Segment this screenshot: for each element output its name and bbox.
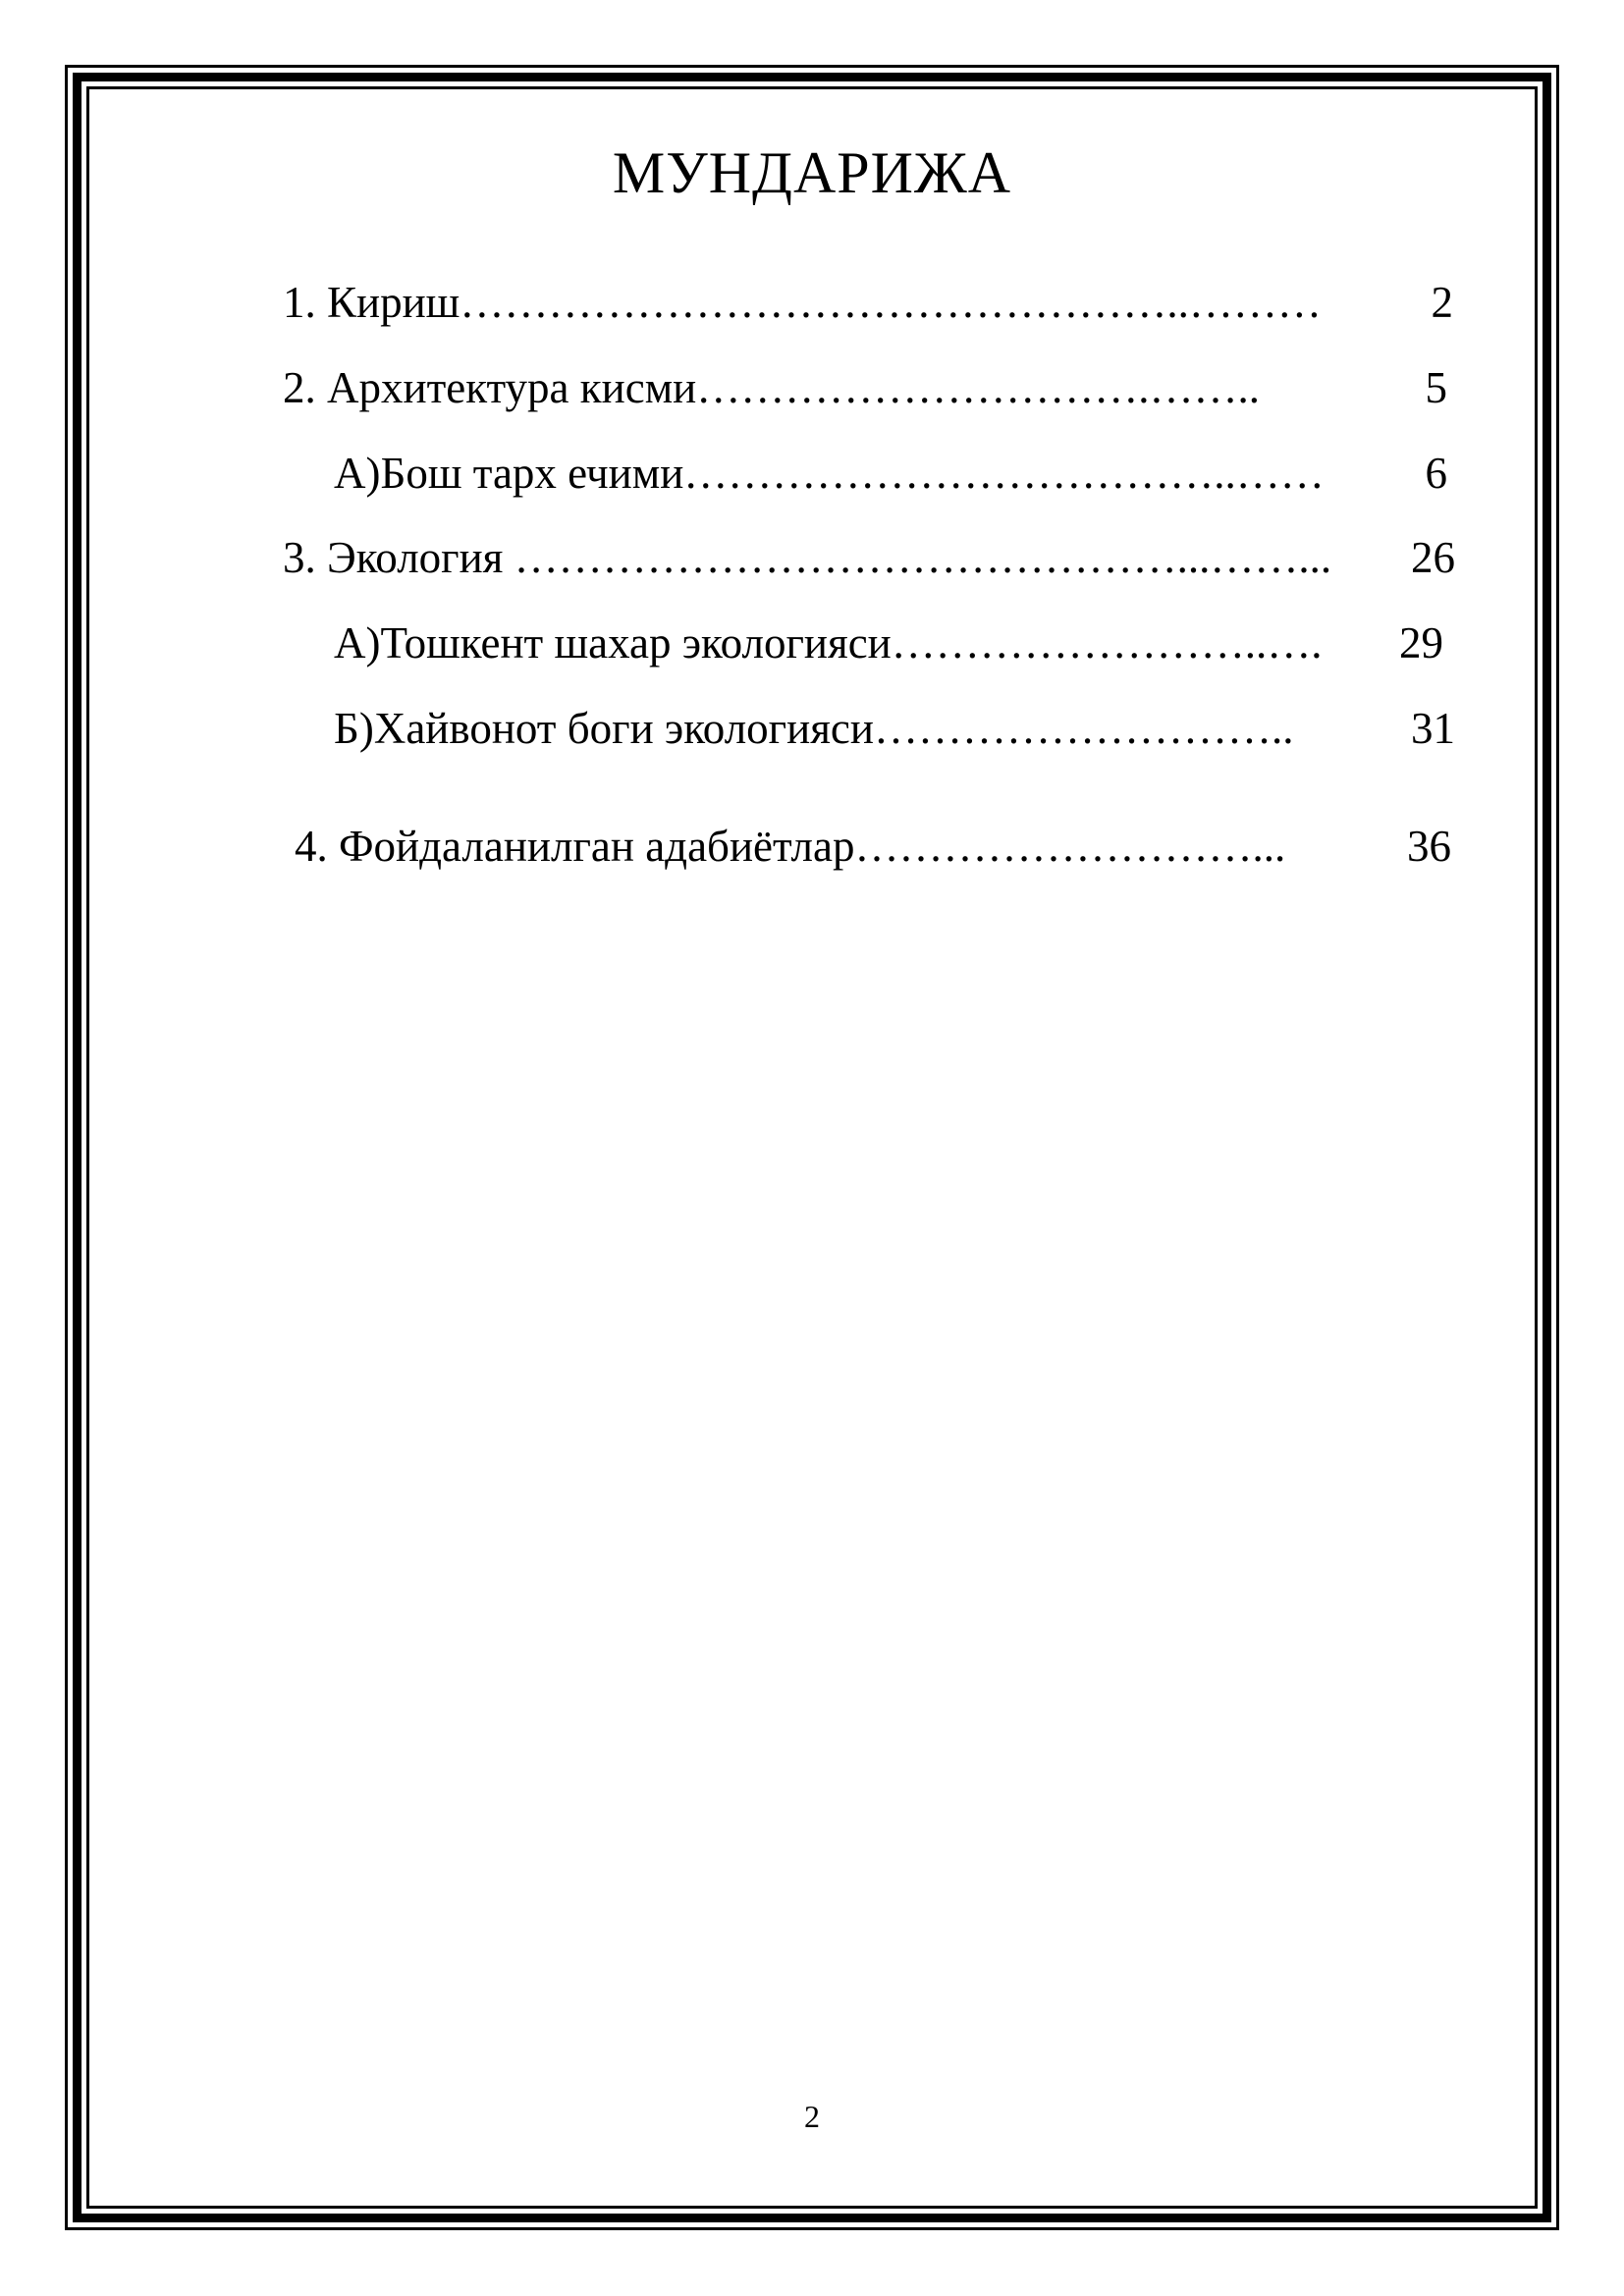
toc-item-label: 3. Экология ………………………………………...……... (283, 533, 1332, 582)
toc-item-page: 2 (1431, 278, 1453, 327)
toc-item-page: 29 (1399, 618, 1443, 667)
toc-item-label: А)Бош тарх ечими………………………………..…… (334, 449, 1325, 498)
toc-item-label: 2. Архитектура кисми………………………….…….. (283, 363, 1261, 412)
toc-item-page: 36 (1407, 822, 1451, 871)
toc-item-label: 4. Фойдаланилган адабиётлар………………………... (295, 822, 1286, 871)
toc-item-page: 26 (1411, 533, 1455, 582)
page-title: МУНДАРИЖА (612, 140, 1012, 205)
toc-item-label: А)Тошкент шахар экологияси……………………..…. (334, 618, 1323, 667)
toc-item-page: 5 (1425, 363, 1447, 412)
toc-item-page: 6 (1425, 449, 1447, 498)
toc-item-page: 31 (1411, 704, 1455, 753)
toc-item-label: 1. Кириш…………………………………………..……… (283, 278, 1322, 327)
toc-item-label: Б)Хайвонот боги экологияси……………………….. (334, 704, 1294, 753)
page-number: 2 (804, 2099, 820, 2134)
